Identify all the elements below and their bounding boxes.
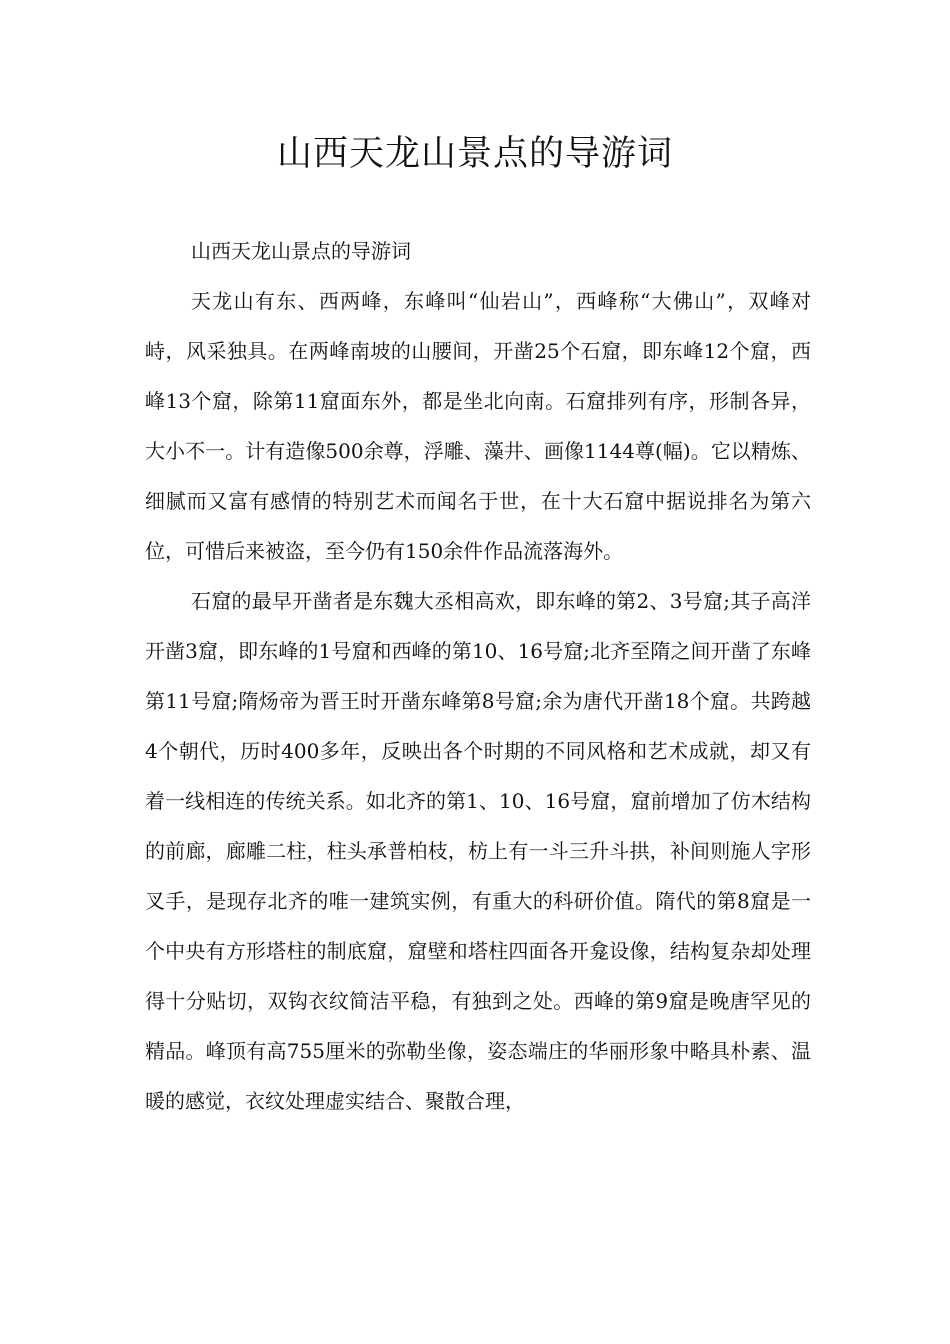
paragraph-history: 石窟的最早开凿者是东魏大丞相高欢，即东峰的第2、3号窟;其子高洋开凿3窟，即东峰的1号窟和西峰的第10、16号窟;北齐至隋之间开凿了东峰第11号窟;隋炀帝为晋王时开凿东峰第8号窟;余为唐代开凿18个窟。共跨越4个朝代，历时400多年，反映出各个时期的不同风格和艺术成就，却又有着一线相连的传统关系。如北齐的第1、10、16号窟，窟前增加了仿木结构的前廊，廊雕二柱，柱头承普柏枝，枋上有一斗三升斗拱，补间则施人字形叉手，是现存北齐的唯一建筑实例，有重大的科研价值。隋代的第8窟是一个中央有方形塔柱的制底窟，窟壁和塔柱四面各开龛设像，结构复杂却处理得十分贴切，双钩衣纹简洁平稳，有独到之处。西峰的第9窟是晚唐罕见的精品。峰顶有高755厘米的弥勒坐像，姿态端庄的华丽形象中略具朴素、温暖的感觉，衣纹处理虚实结合、聚散合理，: [145, 589, 811, 1113]
paragraph-subtitle: 山西天龙山景点的导游词: [191, 239, 411, 263]
paragraph-overview: 天龙山有东、西两峰，东峰叫“仙岩山”，西峰称“大佛山”，双峰对峙，风采独具。在两峰南坡的山腰间，开凿25个石窟，即东峰12个窟，西峰13个窟，除第11窟面东外，都是坐北向南。石窟排列有序，形制各异，大小不一。计有造像500余尊，浮雕、藻井、画像1144尊(幅)。它以精炼、细腻而又富有感情的特别艺术而闻名于世，在十大石窟中据说排名为第六位，可惜后来被盗，至今仍有150余件作品流落海外。: [145, 289, 811, 563]
document-title: 山西天龙山景点的导游词: [276, 134, 673, 174]
document-body: [145, 226, 811, 1126]
